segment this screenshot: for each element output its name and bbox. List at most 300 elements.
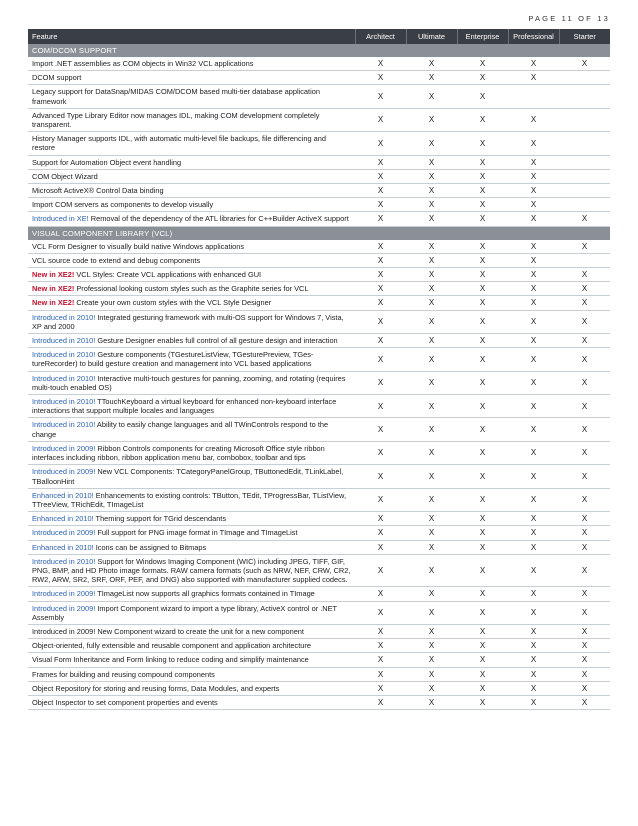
- release-tag: Introduced in 2010!: [32, 556, 96, 566]
- feature-cell: [28, 653, 355, 667]
- feature-cell: [28, 441, 355, 464]
- availability-mark: X: [559, 418, 610, 441]
- release-tag: Enhanced in 2010!: [32, 514, 94, 524]
- availability-mark: X: [508, 624, 559, 638]
- availability-mark: X: [457, 526, 508, 540]
- availability-mark: X: [559, 296, 610, 310]
- feature-row: [28, 667, 610, 681]
- availability-mark: X: [406, 653, 457, 667]
- availability-mark: X: [355, 371, 406, 394]
- availability-mark: X: [559, 587, 610, 601]
- availability-mark: X: [508, 681, 559, 695]
- availability-mark: X: [355, 695, 406, 709]
- availability-mark: X: [508, 540, 559, 554]
- availability-mark: X: [559, 310, 610, 333]
- availability-mark: X: [406, 108, 457, 131]
- availability-mark: X: [508, 526, 559, 540]
- feature-cell: [28, 212, 355, 226]
- availability-mark: X: [355, 554, 406, 587]
- feature-text: Full support for PNG image format in TImage and TImageList: [95, 528, 298, 538]
- feature-row: [28, 198, 610, 212]
- availability-mark: [559, 184, 610, 198]
- availability-mark: X: [457, 681, 508, 695]
- feature-cell: [28, 57, 355, 71]
- feature-text: DCOM support: [32, 73, 82, 83]
- availability-mark: X: [406, 348, 457, 371]
- feature-text: Introduced in 2009! New Component wizard to create the unit for a new component: [32, 626, 304, 636]
- availability-mark: X: [355, 540, 406, 554]
- availability-mark: X: [457, 57, 508, 71]
- availability-mark: X: [406, 57, 457, 71]
- feature-text: Visual Form Inheritance and Form linking to reduce coding and simplify maintenance: [32, 655, 309, 665]
- feature-row: [28, 418, 610, 441]
- availability-mark: X: [457, 184, 508, 198]
- feature-text: Removal of the dependency of the ATL libraries for C++Builder ActiveX support: [88, 214, 349, 224]
- availability-mark: X: [355, 441, 406, 464]
- availability-mark: X: [406, 371, 457, 394]
- feature-text: Import COM servers as components to develop visually: [32, 200, 214, 210]
- availability-mark: X: [508, 184, 559, 198]
- feature-row: [28, 653, 610, 667]
- feature-row: [28, 184, 610, 198]
- feature-row: [28, 587, 610, 601]
- release-tag: Introduced in 2009!: [32, 603, 96, 613]
- availability-mark: [559, 132, 610, 155]
- feature-text: History Manager supports IDL, with automatic multi-level file backups, file differencing and restore: [32, 134, 326, 153]
- feature-text: Microsoft ActiveX® Control Data binding: [32, 186, 164, 196]
- availability-mark: X: [406, 488, 457, 511]
- availability-mark: [559, 155, 610, 169]
- availability-mark: X: [406, 169, 457, 183]
- availability-mark: X: [457, 667, 508, 681]
- availability-mark: X: [355, 348, 406, 371]
- feature-cell: [28, 253, 355, 267]
- availability-mark: X: [406, 554, 457, 587]
- availability-mark: X: [457, 512, 508, 526]
- feature-row: [28, 441, 610, 464]
- availability-mark: X: [355, 653, 406, 667]
- availability-mark: X: [355, 212, 406, 226]
- feature-text: TTouchKeyboard a virtual keyboard for enhanced non-keyboard interface interactions that support multiple locales and languages: [32, 397, 337, 416]
- availability-mark: [559, 108, 610, 131]
- availability-mark: X: [508, 71, 559, 85]
- availability-mark: X: [508, 253, 559, 267]
- availability-mark: X: [355, 587, 406, 601]
- section-header-row: [28, 226, 610, 240]
- availability-mark: X: [355, 512, 406, 526]
- availability-mark: X: [508, 108, 559, 131]
- availability-mark: X: [508, 296, 559, 310]
- availability-mark: X: [508, 371, 559, 394]
- feature-row: [28, 488, 610, 511]
- availability-mark: X: [457, 155, 508, 169]
- availability-mark: X: [355, 624, 406, 638]
- availability-mark: X: [457, 198, 508, 212]
- availability-mark: X: [355, 198, 406, 212]
- release-tag: Introduced in 2010!: [32, 312, 96, 322]
- feature-row: [28, 348, 610, 371]
- release-tag: Introduced in 2009!: [32, 589, 96, 599]
- availability-mark: X: [508, 465, 559, 488]
- availability-mark: X: [406, 334, 457, 348]
- feature-cell: [28, 601, 355, 624]
- feature-cell: [28, 169, 355, 183]
- feature-cell: [28, 395, 355, 418]
- availability-mark: X: [508, 282, 559, 296]
- feature-row: [28, 310, 610, 333]
- availability-mark: X: [406, 681, 457, 695]
- availability-mark: X: [508, 601, 559, 624]
- feature-cell: [28, 71, 355, 85]
- feature-cell: [28, 85, 355, 108]
- availability-mark: X: [406, 184, 457, 198]
- release-tag: New in XE2!: [32, 284, 75, 294]
- availability-mark: X: [559, 268, 610, 282]
- feature-cell: [28, 465, 355, 488]
- release-tag: Introduced in 2009!: [32, 443, 96, 453]
- feature-row: [28, 108, 610, 131]
- availability-mark: X: [508, 395, 559, 418]
- feature-text: Enhancements to existing controls: TButton, TEdit, TProgressBar, TListView, TTreeView, TRichEdit, TImageList: [32, 490, 347, 509]
- feature-row: [28, 169, 610, 183]
- feature-text: VCL Form Designer to visually build native Windows applications: [32, 241, 245, 251]
- release-tag: Introduced in 2009!: [32, 528, 96, 538]
- feature-cell: [28, 695, 355, 709]
- feature-cell: [28, 132, 355, 155]
- feature-row: [28, 71, 610, 85]
- availability-mark: X: [457, 624, 508, 638]
- availability-mark: X: [406, 132, 457, 155]
- availability-mark: X: [406, 695, 457, 709]
- feature-text: Ability to easily change languages and all TWinControls respond to the change: [32, 420, 329, 439]
- feature-row: [28, 526, 610, 540]
- feature-text: Legacy support for DataSnap/MIDAS COM/DCOM based multi-tier database application framework: [32, 87, 320, 106]
- feature-text: New VCL Components: TCategoryPanelGroup, TButtonedEdit, TLinkLabel, TBalloonHint: [32, 467, 344, 486]
- availability-mark: X: [406, 465, 457, 488]
- availability-mark: X: [508, 488, 559, 511]
- availability-mark: X: [559, 282, 610, 296]
- feature-cell: [28, 268, 355, 282]
- availability-mark: X: [355, 395, 406, 418]
- availability-mark: X: [355, 155, 406, 169]
- availability-mark: X: [559, 601, 610, 624]
- release-tag: Enhanced in 2010!: [32, 542, 94, 552]
- feature-row: [28, 681, 610, 695]
- feature-cell: [28, 108, 355, 131]
- availability-mark: X: [457, 653, 508, 667]
- feature-row: [28, 212, 610, 226]
- availability-mark: X: [508, 310, 559, 333]
- edition-header-professional: Professional: [508, 29, 559, 44]
- availability-mark: X: [355, 240, 406, 254]
- feature-text: Import .NET assemblies as COM objects in Win32 VCL applications: [32, 59, 254, 68]
- availability-mark: X: [406, 155, 457, 169]
- availability-mark: X: [508, 695, 559, 709]
- feature-row: [28, 155, 610, 169]
- feature-row: [28, 639, 610, 653]
- feature-cell: [28, 348, 355, 371]
- feature-cell: [28, 624, 355, 638]
- availability-mark: X: [508, 667, 559, 681]
- availability-mark: X: [355, 71, 406, 85]
- availability-mark: X: [457, 465, 508, 488]
- feature-text: VCL Styles: Create VCL applications with enhanced GUI: [74, 270, 262, 280]
- feature-cell: [28, 639, 355, 653]
- availability-mark: X: [355, 681, 406, 695]
- availability-mark: X: [355, 57, 406, 71]
- availability-mark: X: [406, 667, 457, 681]
- feature-row: [28, 268, 610, 282]
- availability-mark: X: [508, 554, 559, 587]
- header-row: [28, 29, 610, 44]
- feature-row: [28, 253, 610, 267]
- availability-mark: X: [559, 212, 610, 226]
- feature-text: Frames for building and reusing compound components: [32, 669, 215, 679]
- section-title: VISUAL COMPONENT LIBRARY (VCL): [28, 226, 610, 240]
- availability-mark: [559, 71, 610, 85]
- availability-mark: X: [355, 169, 406, 183]
- feature-text: Import Component wizard to import a type library, ActiveX control or .NET Assembly: [32, 603, 337, 622]
- availability-mark: X: [559, 488, 610, 511]
- availability-mark: X: [457, 395, 508, 418]
- release-tag: Introduced in 2010!: [32, 336, 96, 346]
- availability-mark: X: [355, 334, 406, 348]
- availability-mark: X: [355, 132, 406, 155]
- feature-row: [28, 371, 610, 394]
- feature-row: [28, 334, 610, 348]
- availability-mark: X: [457, 268, 508, 282]
- availability-mark: X: [457, 601, 508, 624]
- feature-cell: [28, 310, 355, 333]
- matrix-body: [28, 44, 610, 710]
- availability-mark: [559, 169, 610, 183]
- availability-mark: X: [559, 653, 610, 667]
- availability-mark: X: [457, 554, 508, 587]
- availability-mark: X: [508, 418, 559, 441]
- release-tag: Introduced in 2010!: [32, 420, 96, 430]
- availability-mark: X: [559, 540, 610, 554]
- availability-mark: X: [355, 296, 406, 310]
- availability-mark: X: [406, 282, 457, 296]
- release-tag: New in XE2!: [32, 270, 75, 280]
- availability-mark: X: [457, 348, 508, 371]
- feature-cell: [28, 240, 355, 254]
- release-tag: Introduced in 2010!: [32, 373, 96, 383]
- feature-row: [28, 624, 610, 638]
- availability-mark: X: [508, 653, 559, 667]
- availability-mark: X: [559, 526, 610, 540]
- availability-mark: X: [355, 465, 406, 488]
- feature-text: Create your own custom styles with the VCL Style Designer: [74, 298, 272, 308]
- availability-mark: X: [355, 85, 406, 108]
- availability-mark: X: [406, 253, 457, 267]
- availability-mark: X: [406, 639, 457, 653]
- feature-cell: [28, 334, 355, 348]
- feature-text: Object Repository for storing and reusing forms, Data Modules, and experts: [32, 683, 280, 693]
- feature-text: Ribbon Controls components for creating Microsoft Office style ribbon interfaces including ribbon, ribbon application menu bar, combobox, toolbar and tips: [32, 443, 325, 463]
- availability-mark: X: [457, 296, 508, 310]
- availability-mark: X: [406, 268, 457, 282]
- feature-row: [28, 601, 610, 624]
- availability-mark: X: [508, 512, 559, 526]
- availability-mark: X: [355, 184, 406, 198]
- availability-mark: X: [559, 441, 610, 464]
- availability-mark: X: [355, 601, 406, 624]
- feature-text: COM Object Wizard: [32, 171, 98, 181]
- feature-text: Professional looking custom styles such as the Graphite series for VCL: [74, 284, 309, 294]
- release-tag: Introduced in 2010!: [32, 350, 96, 360]
- availability-mark: X: [457, 71, 508, 85]
- availability-mark: X: [406, 624, 457, 638]
- availability-mark: X: [406, 526, 457, 540]
- availability-mark: X: [508, 169, 559, 183]
- availability-mark: X: [559, 465, 610, 488]
- edition-header-ultimate: Ultimate: [406, 29, 457, 44]
- availability-mark: X: [559, 667, 610, 681]
- availability-mark: X: [355, 488, 406, 511]
- availability-mark: X: [508, 155, 559, 169]
- availability-mark: X: [559, 639, 610, 653]
- feature-text: Integrated gesturing framework with multi-OS support for Windows 7, Vista, XP and 2000: [32, 312, 344, 331]
- availability-mark: X: [457, 253, 508, 267]
- availability-mark: X: [406, 85, 457, 108]
- feature-text: TImageList now supports all graphics formats contained in TImage: [95, 589, 315, 599]
- availability-mark: X: [508, 57, 559, 71]
- feature-text: VCL source code to extend and debug components: [32, 255, 201, 265]
- availability-mark: X: [457, 334, 508, 348]
- availability-mark: X: [457, 282, 508, 296]
- availability-mark: X: [508, 212, 559, 226]
- availability-mark: X: [406, 212, 457, 226]
- availability-mark: X: [457, 240, 508, 254]
- availability-mark: X: [406, 587, 457, 601]
- feature-matrix-table: [28, 29, 610, 710]
- release-tag: New in XE2!: [32, 298, 75, 308]
- availability-mark: X: [559, 395, 610, 418]
- feature-row: [28, 695, 610, 709]
- feature-cell: [28, 155, 355, 169]
- feature-cell: [28, 526, 355, 540]
- availability-mark: X: [457, 310, 508, 333]
- availability-mark: X: [406, 601, 457, 624]
- availability-mark: X: [406, 296, 457, 310]
- availability-mark: X: [406, 540, 457, 554]
- feature-text: Interactive multi-touch gestures for panning, zooming, and rotating (requires multi-touch enabled OS): [32, 373, 346, 392]
- availability-mark: X: [406, 310, 457, 333]
- release-tag: Introduced in 2009!: [32, 467, 96, 477]
- availability-mark: X: [355, 108, 406, 131]
- section-title: COM/DCOM SUPPORT: [28, 44, 610, 57]
- availability-mark: X: [355, 268, 406, 282]
- availability-mark: X: [559, 371, 610, 394]
- availability-mark: X: [406, 512, 457, 526]
- availability-mark: [508, 85, 559, 108]
- release-tag: Introduced in XE!: [32, 214, 89, 224]
- availability-mark: X: [457, 488, 508, 511]
- feature-text: Support for Automation Object event handling: [32, 157, 182, 167]
- availability-mark: X: [559, 554, 610, 587]
- availability-mark: X: [355, 310, 406, 333]
- availability-mark: X: [559, 624, 610, 638]
- feature-column-header: Feature: [28, 29, 355, 44]
- section-header-row: [28, 44, 610, 57]
- feature-cell: [28, 184, 355, 198]
- feature-cell: [28, 681, 355, 695]
- release-tag: Introduced in 2010!: [32, 397, 96, 407]
- page-number: PAGE 11 OF 13: [528, 14, 610, 23]
- feature-row: [28, 240, 610, 254]
- availability-mark: X: [406, 240, 457, 254]
- availability-mark: X: [508, 587, 559, 601]
- edition-header-enterprise: Enterprise: [457, 29, 508, 44]
- availability-mark: X: [355, 418, 406, 441]
- feature-row: [28, 512, 610, 526]
- feature-text: Advanced Type Library Editor now manages IDL, making COM development completely transparent.: [32, 110, 320, 130]
- availability-mark: X: [559, 334, 610, 348]
- availability-mark: X: [457, 639, 508, 653]
- availability-mark: X: [355, 667, 406, 681]
- feature-cell: [28, 198, 355, 212]
- availability-mark: X: [508, 334, 559, 348]
- availability-mark: X: [457, 169, 508, 183]
- availability-mark: X: [508, 240, 559, 254]
- feature-text: Gesture components (TGestureListView, TGesturePreview, TGes-tureRecorder) to build gesture creation and management into VCL based applications: [32, 350, 314, 369]
- feature-cell: [28, 371, 355, 394]
- feature-row: [28, 57, 610, 71]
- availability-mark: X: [406, 418, 457, 441]
- availability-mark: X: [457, 371, 508, 394]
- feature-row: [28, 282, 610, 296]
- availability-mark: X: [457, 540, 508, 554]
- availability-mark: X: [559, 695, 610, 709]
- availability-mark: [559, 85, 610, 108]
- availability-mark: X: [406, 395, 457, 418]
- feature-cell: [28, 282, 355, 296]
- availability-mark: X: [406, 198, 457, 212]
- release-tag: Enhanced in 2010!: [32, 490, 94, 500]
- feature-cell: [28, 540, 355, 554]
- availability-mark: X: [457, 441, 508, 464]
- feature-cell: [28, 587, 355, 601]
- availability-mark: X: [457, 418, 508, 441]
- availability-mark: X: [508, 198, 559, 212]
- feature-row: [28, 540, 610, 554]
- feature-text: Object-oriented, fully extensible and reusable component and application architecture: [32, 641, 311, 651]
- feature-cell: [28, 554, 355, 587]
- availability-mark: X: [508, 639, 559, 653]
- feature-cell: [28, 667, 355, 681]
- availability-mark: [559, 253, 610, 267]
- feature-text: Object Inspector to set component properties and events: [32, 697, 218, 707]
- feature-text: Theming support for TGrid descendants: [93, 514, 227, 524]
- availability-mark: X: [406, 71, 457, 85]
- availability-mark: X: [355, 282, 406, 296]
- availability-mark: X: [355, 253, 406, 267]
- availability-mark: X: [457, 212, 508, 226]
- availability-mark: X: [508, 132, 559, 155]
- feature-cell: [28, 512, 355, 526]
- feature-text: Gesture Designer enables full control of all gesture design and interaction: [95, 336, 338, 346]
- availability-mark: X: [457, 695, 508, 709]
- availability-mark: X: [457, 108, 508, 131]
- availability-mark: X: [457, 85, 508, 108]
- feature-row: [28, 395, 610, 418]
- feature-cell: [28, 488, 355, 511]
- availability-mark: [559, 198, 610, 212]
- feature-cell: [28, 418, 355, 441]
- availability-mark: X: [355, 526, 406, 540]
- availability-mark: X: [559, 240, 610, 254]
